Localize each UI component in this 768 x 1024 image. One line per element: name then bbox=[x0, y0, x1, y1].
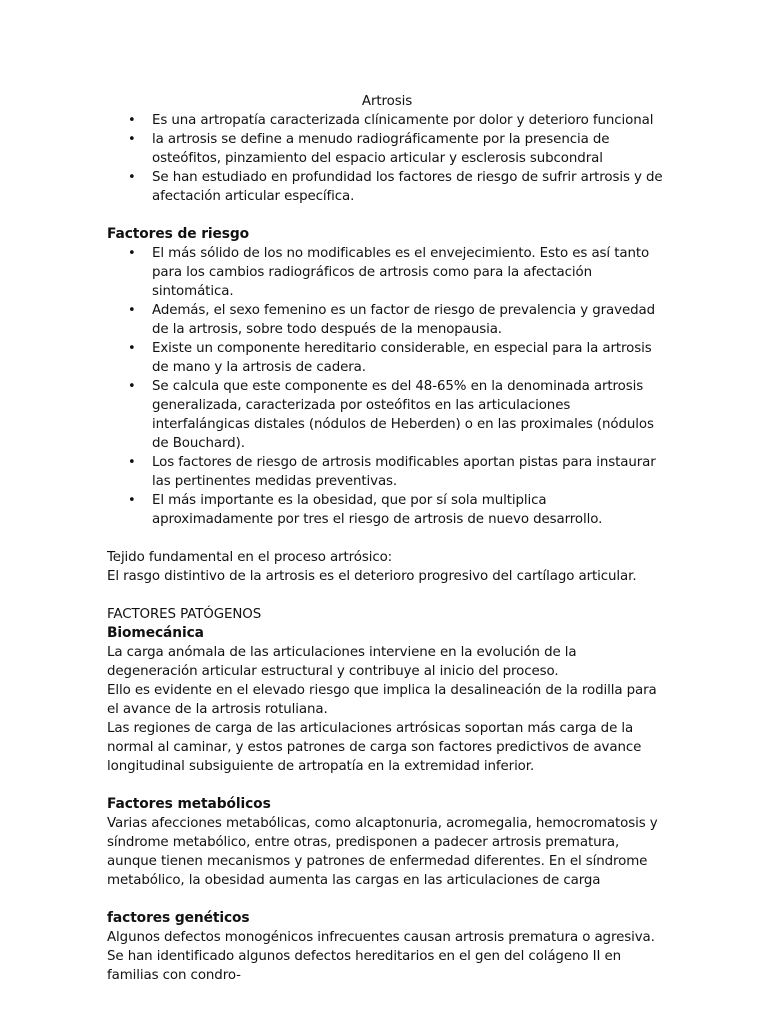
bullet-icon: • bbox=[128, 170, 136, 185]
genetic-heading: factores genéticos bbox=[107, 910, 250, 926]
bullet-icon: • bbox=[128, 341, 136, 356]
biomechanics-paragraph: La carga anómala de las articulaciones interviene en la evolución de la degeneración articular estructural y contribuye al inicio del proceso. bbox=[107, 645, 577, 679]
list-item: • Se calcula que este componente es del 48-65% en la denominada artrosis generalizada, caracterizada por osteófitos en las articulaciones interfalángicas distales (nódulos de Heberden) o en las proximales (nódulos de Bouchard). bbox=[128, 379, 654, 451]
bullet-icon: • bbox=[128, 455, 136, 470]
spacer bbox=[107, 890, 667, 909]
document-title: Artrosis bbox=[361, 94, 413, 109]
list-item: • la artrosis se define a menudo radiográficamente por la presencia de osteófitos, pinzamiento del espacio articular y esclerosis subcondral bbox=[128, 132, 610, 166]
list-item: • El más importante es la obesidad, que por sí sola multiplica aproximadamente por tres el riesgo de artrosis de nuevo desarrollo. bbox=[128, 493, 603, 527]
biomechanics-paragraph: Las regiones de carga de las articulaciones artrósicas soportan más carga de la normal al caminar, y estos patrones de carga son factores predictivos de avance longitudinal subsiguiente de artropatía en la extremidad inferior. bbox=[107, 721, 642, 774]
risk-factors-list bbox=[107, 244, 667, 529]
tissue-text: El rasgo distintivo de la artrosis es el deterioro progresivo del cartílago articular. bbox=[107, 569, 637, 584]
bullet-icon: • bbox=[128, 132, 136, 147]
spacer bbox=[107, 586, 667, 605]
tissue-label: Tejido fundamental en el proceso artrósico: bbox=[107, 550, 393, 565]
metabolic-paragraph: Varias afecciones metabólicas, como alcaptonuria, acromegalia, hemocromatosis y síndrome metabólico, entre otras, predisponen a padecer artrosis prematura, aunque tienen mecanismos y patrones de enfermedad diferentes. En el síndrome metabólico, la obesidad aumenta las cargas en las articulaciones de carga bbox=[107, 816, 658, 888]
spacer bbox=[107, 529, 667, 548]
bullet-icon: • bbox=[128, 246, 136, 261]
spacer bbox=[107, 776, 667, 795]
bullet-icon: • bbox=[128, 379, 136, 394]
list-item: • El más sólido de los no modificables es el envejecimiento. Esto es así tanto para los cambios radiográficos de artrosis como para la afectación sintomática. bbox=[128, 246, 650, 299]
bullet-icon: • bbox=[128, 303, 136, 318]
biomechanics-heading: Biomecánica bbox=[107, 625, 204, 641]
bullet-icon: • bbox=[128, 113, 136, 128]
list-item: • Además, el sexo femenino es un factor de riesgo de prevalencia y gravedad de la artrosis, sobre todo después de la menopausia. bbox=[128, 303, 656, 337]
genetic-paragraph: Algunos defectos monogénicos infrecuentes causan artrosis prematura o agresiva. Se han identificado algunos defectos hereditarios en el gen del colágeno II en familias con condro- bbox=[107, 930, 655, 983]
list-item: • Es una artropatía caracterizada clínicamente por dolor y deterioro funcional bbox=[128, 113, 654, 128]
risk-factors-heading: Factores de riesgo bbox=[107, 226, 250, 242]
list-item: • Existe un componente hereditario considerable, en especial para la artrosis de mano y la artrosis de cadera. bbox=[128, 341, 652, 375]
pathogenic-factors-label: FACTORES PATÓGENOS bbox=[107, 607, 262, 622]
bullet-icon: • bbox=[128, 493, 136, 508]
list-item: • Los factores de riesgo de artrosis modificables aportan pistas para instaurar las pertinentes medidas preventivas. bbox=[128, 455, 656, 489]
document-body bbox=[107, 92, 667, 985]
biomechanics-paragraph: Ello es evidente en el elevado riesgo que implica la desalineación de la rodilla para el avance de la artrosis rotuliana. bbox=[107, 683, 657, 717]
metabolic-heading: Factores metabólicos bbox=[107, 796, 271, 812]
intro-list bbox=[107, 111, 667, 206]
list-item: • Se han estudiado en profundidad los factores de riesgo de sufrir artrosis y de afectación articular específica. bbox=[128, 170, 663, 204]
